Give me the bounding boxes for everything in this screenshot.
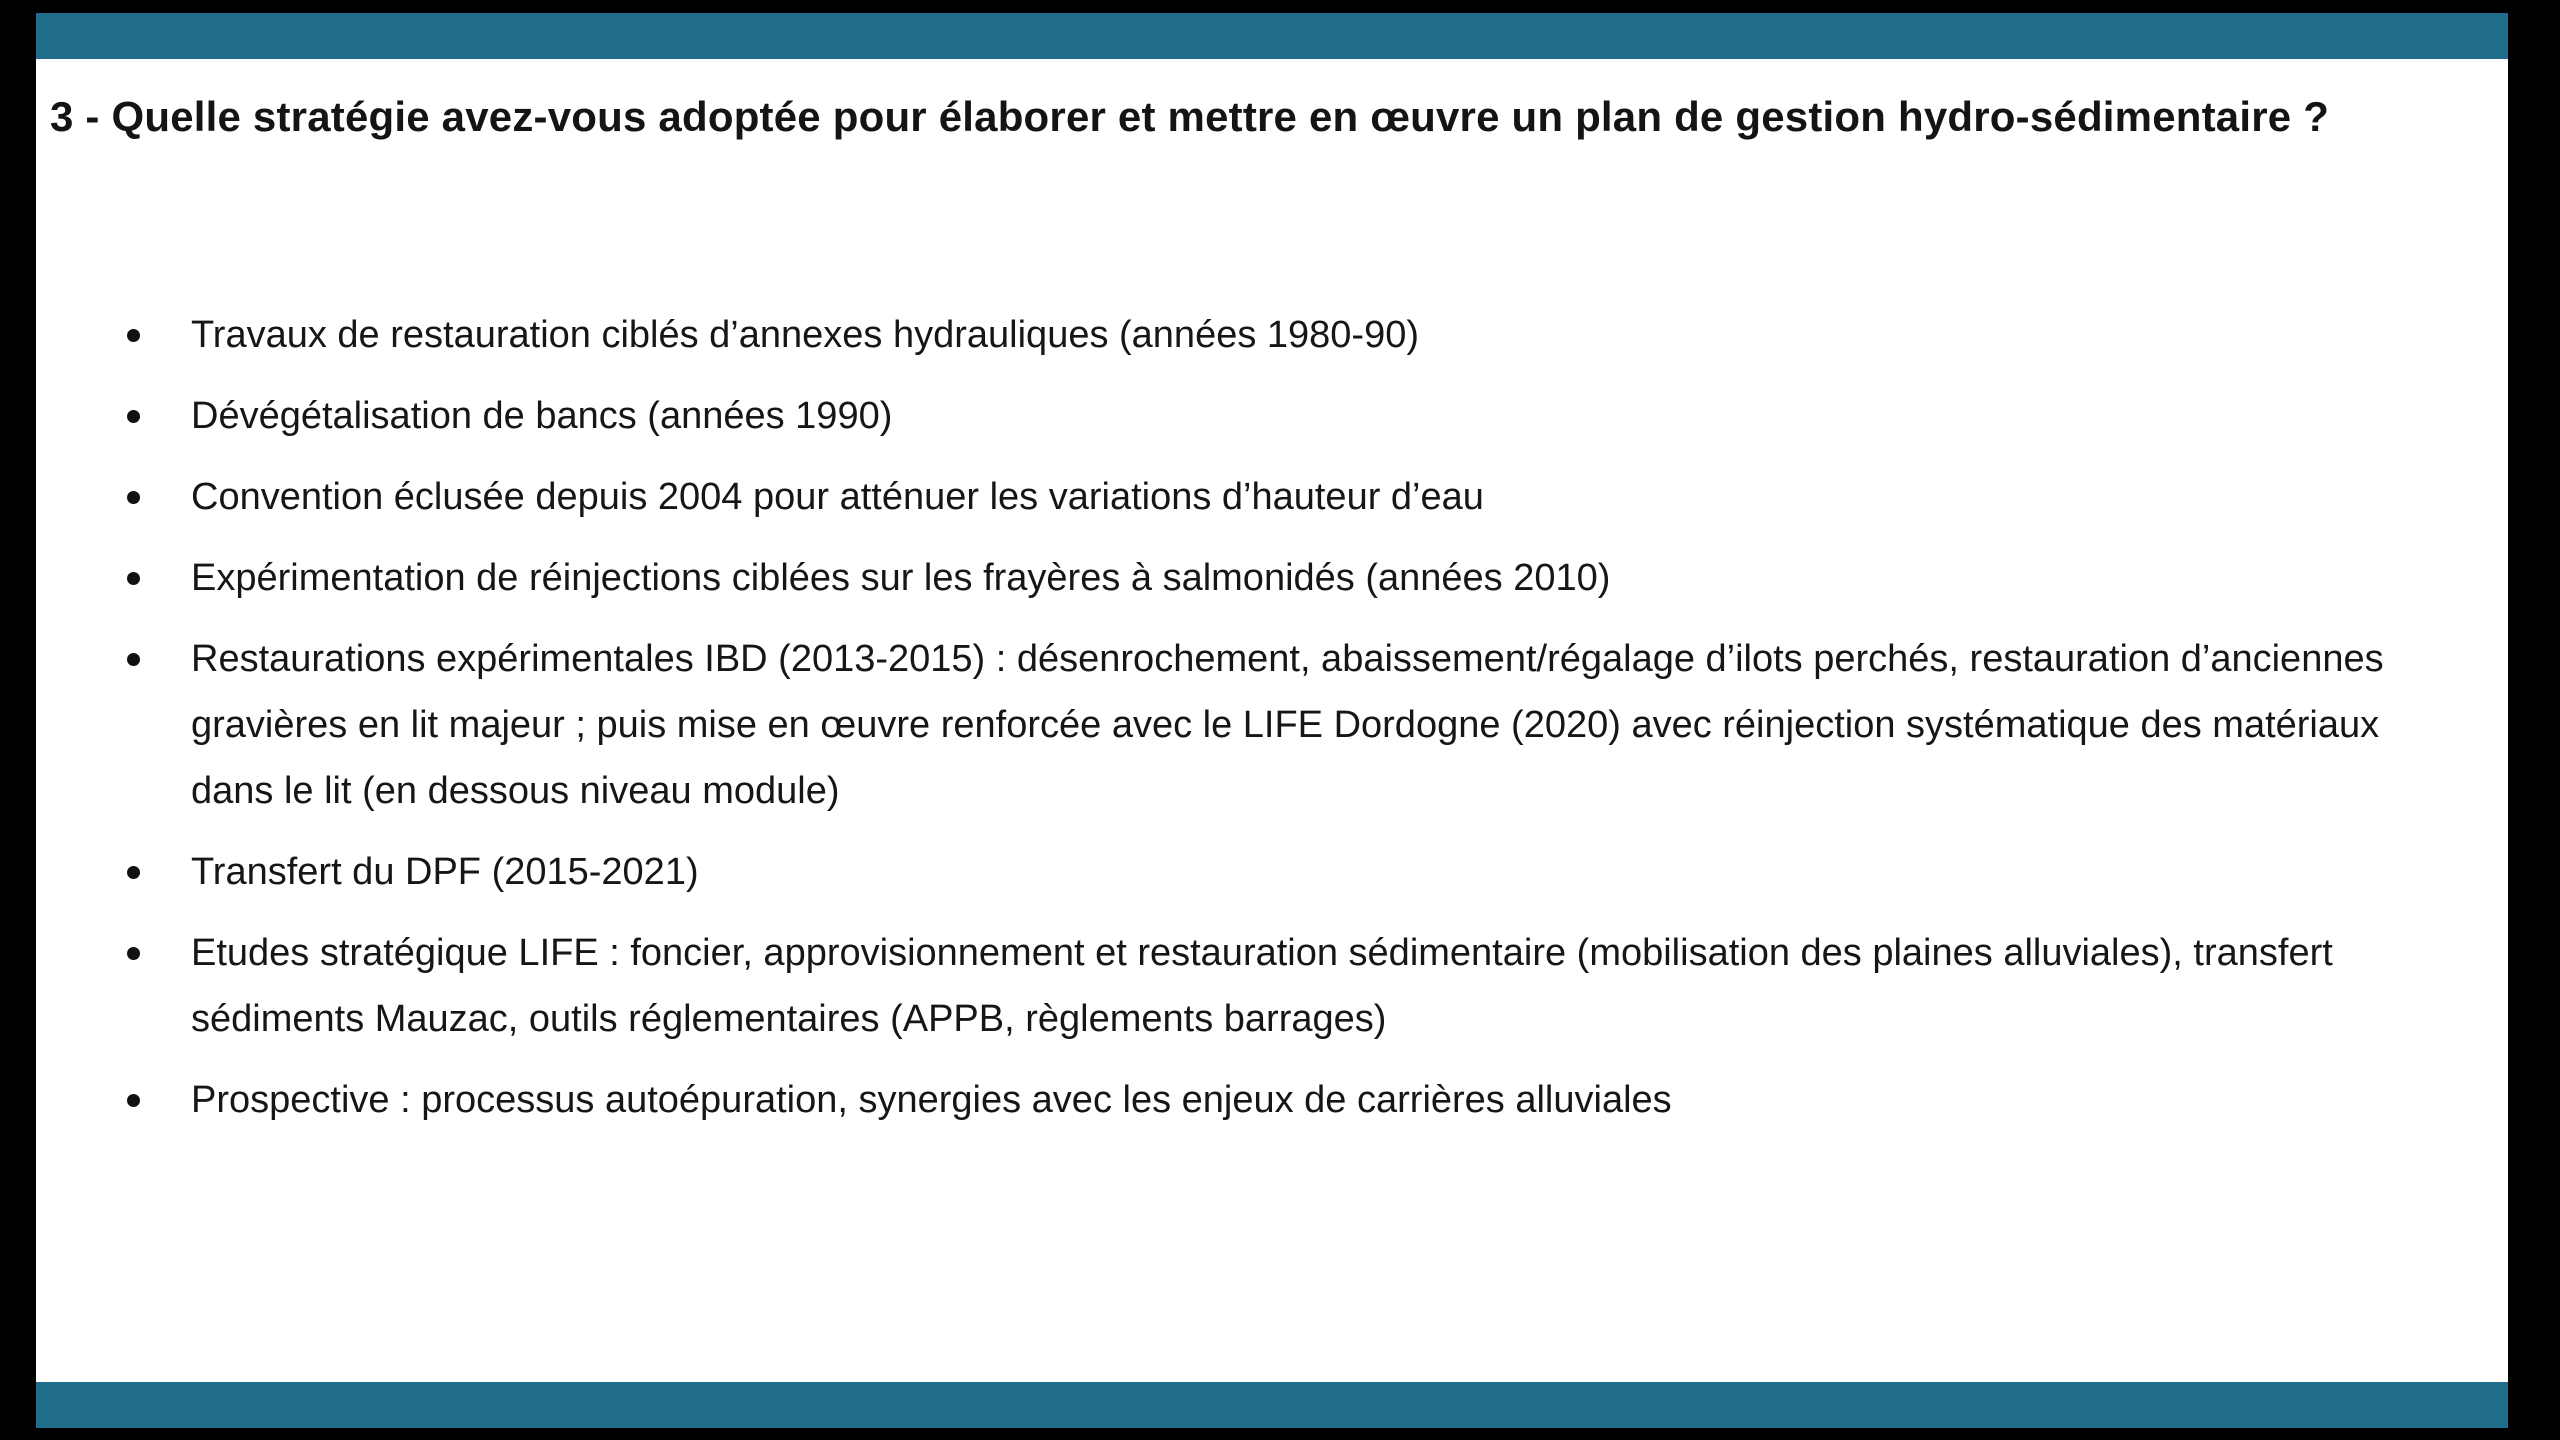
bullet-item bbox=[191, 839, 2398, 905]
presentation-slide bbox=[36, 13, 2508, 1428]
bullet-dot-icon bbox=[127, 491, 140, 504]
bullet-item bbox=[191, 302, 2398, 368]
slide-body bbox=[36, 59, 2508, 1382]
bullet-item bbox=[191, 626, 2398, 824]
bullet-item bbox=[191, 545, 2398, 611]
bullet-text: Expérimentation de réinjections ciblées sur les frayères à salmonidés (années 2010) bbox=[191, 557, 1611, 600]
bullet-text: Dévégétalisation de bancs (années 1990) bbox=[191, 395, 893, 438]
bullet-text: Transfert du DPF (2015-2021) bbox=[191, 851, 699, 894]
bullet-item bbox=[191, 1067, 2398, 1133]
bullet-text: Convention éclusée depuis 2004 pour atténuer les variations d’hauteur d’eau bbox=[191, 476, 1484, 519]
bullet-item bbox=[191, 383, 2398, 449]
bullet-dot-icon bbox=[127, 329, 140, 342]
bullet-text: Prospective : processus autoépuration, synergies avec les enjeux de carrières alluviales bbox=[191, 1079, 1672, 1122]
top-accent-bar bbox=[36, 13, 2508, 59]
bullet-dot-icon bbox=[127, 653, 140, 666]
bottom-accent-bar bbox=[36, 1382, 2508, 1428]
bullet-dot-icon bbox=[127, 572, 140, 585]
bullet-item bbox=[191, 920, 2398, 1052]
bullet-list bbox=[36, 302, 2508, 1133]
bullet-item bbox=[191, 464, 2398, 530]
bullet-dot-icon bbox=[127, 947, 140, 960]
bullet-text: Travaux de restauration ciblés d’annexes hydrauliques (années 1980-90) bbox=[191, 314, 1420, 357]
bullet-dot-icon bbox=[127, 866, 140, 879]
slide-title: 3 - Quelle stratégie avez-vous adoptée pour élaborer et mettre en œuvre un plan de gestion hydro-sédimentaire ? bbox=[50, 93, 2330, 140]
bullet-dot-icon bbox=[127, 1094, 140, 1107]
bullet-dot-icon bbox=[127, 410, 140, 423]
bullet-text: Etudes stratégique LIFE : foncier, approvisionnement et restauration sédimentaire (mobilisation des plaines alluviales), transfert sédiments Mauzac, outils réglementaires (APPB, règlements barrages) bbox=[191, 932, 2333, 1041]
bullet-text: Restaurations expérimentales IBD (2013-2015) : désenrochement, abaissement/régalage d’ilots perchés, restauration d’anciennes gravières en lit majeur ; puis mise en œuvre renforcée avec le LIFE Dordogne (2020) avec réinjection systématique des matériaux dans le lit (en dessous niveau module) bbox=[191, 638, 2384, 813]
